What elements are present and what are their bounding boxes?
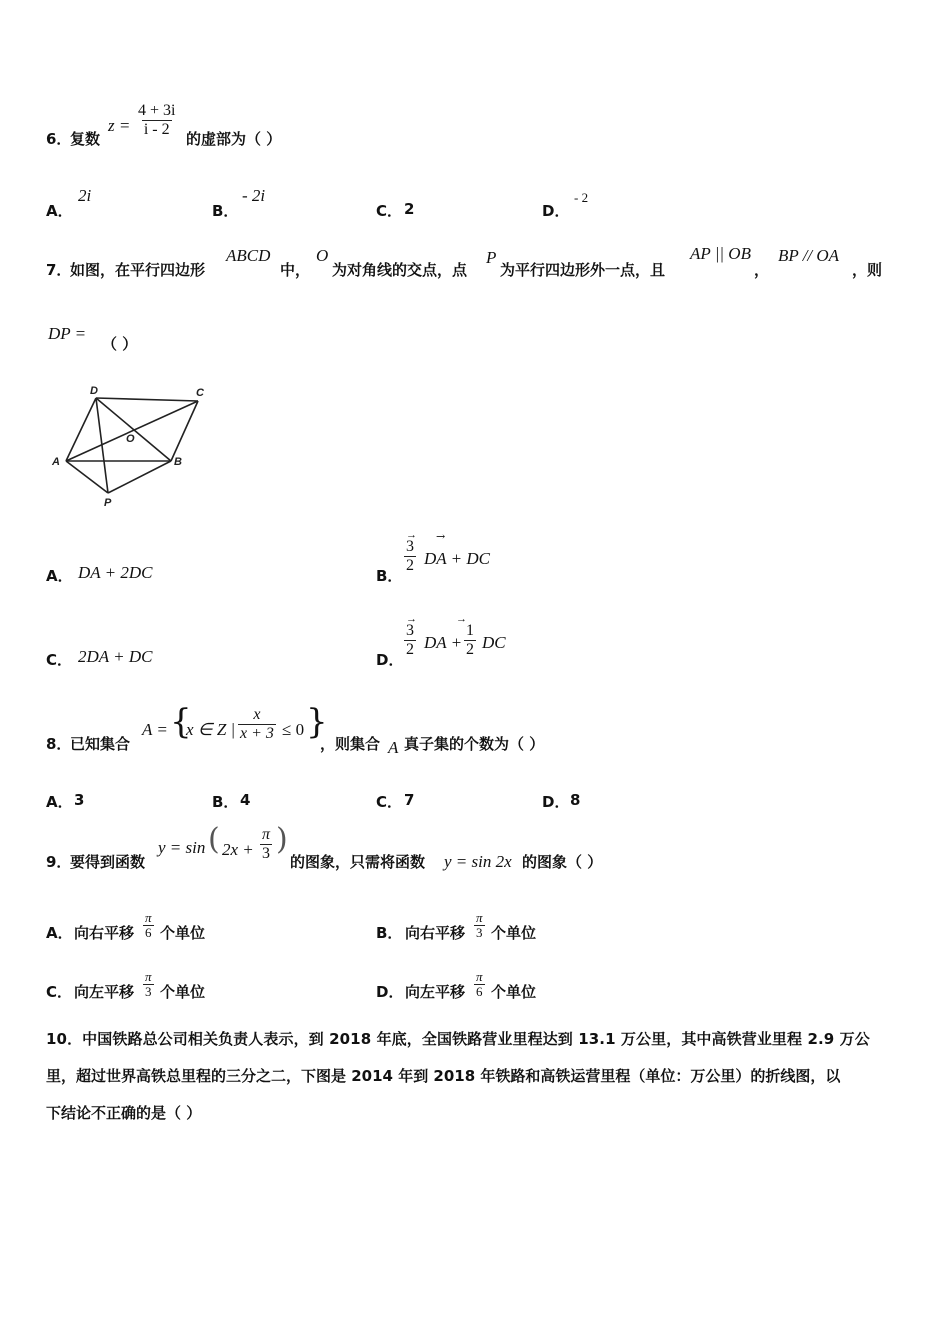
q6-option-a-value: 2i xyxy=(78,186,92,205)
q8-lhs: A = xyxy=(142,720,168,739)
q9-option-c-dir: 向左平移 xyxy=(74,983,135,1001)
left-paren-icon: ( xyxy=(208,822,220,857)
q9-option-c-label: C． xyxy=(46,983,73,1001)
q8-fraction xyxy=(238,706,276,742)
q9-option-a-dir: 向右平移 xyxy=(74,924,135,942)
q6-option-b-label: B． xyxy=(212,202,239,220)
left-brace-icon: { xyxy=(170,702,192,742)
q7-dp: DP = xyxy=(48,324,87,343)
q8-suffix: 真子集的个数为（ ） xyxy=(404,735,545,753)
q7-text5: ，则 xyxy=(852,261,883,279)
q9-option-a-frac xyxy=(143,911,154,941)
q7-paren: （ ） xyxy=(102,335,138,353)
q7-cond1: AP || OB xyxy=(690,244,751,263)
q9-option-d-unit: 个单位 xyxy=(491,983,537,1001)
q9-pi: π xyxy=(262,826,271,843)
q7-option-b-num xyxy=(404,529,417,556)
q6-option-a-label: A． xyxy=(46,202,73,220)
q6-prefix: 复数 xyxy=(70,130,101,148)
q9-pi-over-3 xyxy=(260,826,272,862)
q9-option-c-unit: 个单位 xyxy=(160,983,206,1001)
q7-option-d-den: 2 xyxy=(406,640,414,658)
q7-abcd: ABCD xyxy=(226,246,271,265)
segment-bp xyxy=(108,461,171,493)
q7-option-d-frac1 xyxy=(404,613,417,658)
q7-option-b-frac xyxy=(404,529,417,574)
q8-option-a-label: A． xyxy=(46,793,73,811)
q9-prefix: 要得到函数 xyxy=(70,853,146,871)
q9-option-c-den: 3 xyxy=(145,984,152,1000)
q7-option-a-label: A． xyxy=(46,567,73,585)
q6-fraction xyxy=(136,102,177,138)
q6-option-b-value: - 2i xyxy=(242,186,266,205)
q8-frac-den: x + 3 xyxy=(240,724,274,742)
q9-option-a-den: 6 xyxy=(145,925,152,941)
edge-cb xyxy=(171,401,198,461)
label-p: P xyxy=(104,497,112,509)
label-o: O xyxy=(126,433,135,445)
q9-number: 9． xyxy=(46,853,72,871)
q7-option-a-value: DA + 2DC xyxy=(78,563,153,582)
q7-text3: 为对角线的交点，点 xyxy=(332,261,468,279)
right-paren-icon: ) xyxy=(276,822,288,857)
q7-option-d-rest: DC xyxy=(482,633,506,652)
q6-option-d-label: D． xyxy=(542,202,570,220)
q9-option-d-label: D． xyxy=(376,983,404,1001)
q6-suffix: 的虚部为（ ） xyxy=(186,130,282,148)
q9-func1-lhs-text: y = sin xyxy=(158,838,206,857)
q7-number: 7． xyxy=(46,261,72,279)
edge-dc xyxy=(96,398,198,401)
segment-dp xyxy=(96,398,108,493)
q9-func2: y = sin 2x xyxy=(444,852,512,871)
q7-option-c-value: 2DA + DC xyxy=(78,647,153,666)
q6-number: 6． xyxy=(46,130,72,148)
q8-frac-num: x xyxy=(253,706,261,723)
q6-option-c-value: 2 xyxy=(404,200,415,218)
q6-option-c-label: C． xyxy=(376,202,403,220)
q8-option-a-value: 3 xyxy=(74,791,85,809)
q6-frac-num: 4 + 3i xyxy=(138,102,176,119)
q9-option-c-pi: π xyxy=(145,969,152,984)
q7-text4: 为平行四边形外一点，且 xyxy=(500,261,666,279)
q9-option-d-frac xyxy=(474,970,485,1000)
q7-option-b-num-text: 3 xyxy=(406,538,414,555)
vector-arrow-icon: → xyxy=(406,529,417,541)
q9-option-d-dir: 向左平移 xyxy=(405,983,466,1001)
right-brace-icon: } xyxy=(306,702,328,742)
q8-option-d-label: D． xyxy=(542,793,570,811)
vector-arrow-icon: → xyxy=(406,613,417,625)
diagonal-ac xyxy=(66,401,198,461)
q8-option-d-value: 8 xyxy=(570,791,581,809)
q9-func1-arg: 2x + xyxy=(222,840,254,859)
q8-set-left: x ∈ Z | xyxy=(186,720,236,739)
q9-option-b-label: B． xyxy=(376,924,403,942)
q8-option-b-value: 4 xyxy=(240,791,251,809)
vector-arrow-icon: → xyxy=(436,530,446,543)
label-c: C xyxy=(196,387,204,399)
label-b: B xyxy=(174,456,182,468)
q6-formula-lhs: z = xyxy=(108,116,131,135)
q9-option-a-label: A． xyxy=(46,924,73,942)
q7-p: P xyxy=(486,248,497,267)
q9-option-c-frac xyxy=(143,970,154,1000)
q9-option-d-den: 6 xyxy=(476,984,483,1000)
q8-option-c-label: C． xyxy=(376,793,403,811)
q7-option-b-label: B． xyxy=(376,567,403,585)
q7-cond2: BP // OA xyxy=(778,246,840,265)
q6-frac-den: i - 2 xyxy=(143,120,170,138)
q7-option-b-rest xyxy=(424,549,490,569)
q8-number: 8． xyxy=(46,735,72,753)
q8-prefix: 已知集合 xyxy=(70,735,131,753)
q7-option-d-frac2 xyxy=(456,613,476,658)
q7-option-d-label: D． xyxy=(376,651,404,669)
q8-a: A xyxy=(388,738,399,757)
q7-option-d-num xyxy=(404,613,417,640)
q9-option-a-unit: 个单位 xyxy=(160,924,206,942)
q10-line2: 里，超过世界高铁总里程的三分之二，下图是 2014 年到 2018 年铁路和高铁运营里程（单位：万公里）的折线图，以 xyxy=(46,1067,841,1085)
q9-func1-lhs xyxy=(158,838,205,858)
q9-option-d-pi: π xyxy=(476,969,483,984)
q9-option-a-pi: π xyxy=(145,910,152,925)
q8-text: ，则集合 xyxy=(320,735,381,753)
edge-ad xyxy=(66,398,96,461)
q7-text2: 中， xyxy=(280,261,311,279)
q9-option-b-den: 3 xyxy=(476,925,483,941)
q7-text1: 如图，在平行四边形 xyxy=(70,261,206,279)
q7-option-c-label: C． xyxy=(46,651,73,669)
q9-option-b-unit: 个单位 xyxy=(491,924,537,942)
q7-o: O xyxy=(316,246,329,265)
diagonal-bd xyxy=(96,398,171,461)
q9-text: 的图象，只需将函数 xyxy=(290,853,426,871)
q7-option-d-mid: DA + xyxy=(424,633,463,652)
q10-line3: 下结论不正确的是（ ） xyxy=(46,1104,202,1122)
q7-option-d-num-text: 3 xyxy=(406,622,414,639)
q7-option-b-rest-text: DA + DC xyxy=(424,549,490,568)
vector-arrow-icon: → xyxy=(456,613,467,625)
q7-comma: ， xyxy=(754,261,770,279)
q9-option-b-pi: π xyxy=(476,910,483,925)
q8-option-b-label: B． xyxy=(212,793,239,811)
q6-option-d-value: - 2 xyxy=(574,190,589,205)
q8-option-c-value: 7 xyxy=(404,791,415,809)
q9-option-b-dir: 向右平移 xyxy=(405,924,466,942)
q8-set-right: ≤ 0 xyxy=(282,720,305,739)
segment-ap xyxy=(66,461,108,493)
q9-suffix: 的图象（ ） xyxy=(522,853,603,871)
parallelogram-figure xyxy=(50,382,220,512)
q9-three: 3 xyxy=(262,844,270,862)
q7-option-d-num2 xyxy=(456,613,476,640)
label-d: D xyxy=(90,385,98,397)
q10-line1: 10．中国铁路总公司相关负责人表示，到 2018 年底，全国铁路营业里程达到 13.1 万公里，其中高铁营业里程 2.9 万公 xyxy=(46,1030,870,1048)
q9-option-b-frac xyxy=(474,911,485,941)
q7-option-b-den: 2 xyxy=(406,556,414,574)
label-a: A xyxy=(52,456,60,468)
q7-option-d-num2-text: 1 xyxy=(466,622,474,639)
q7-option-d-den2: 2 xyxy=(466,640,474,658)
